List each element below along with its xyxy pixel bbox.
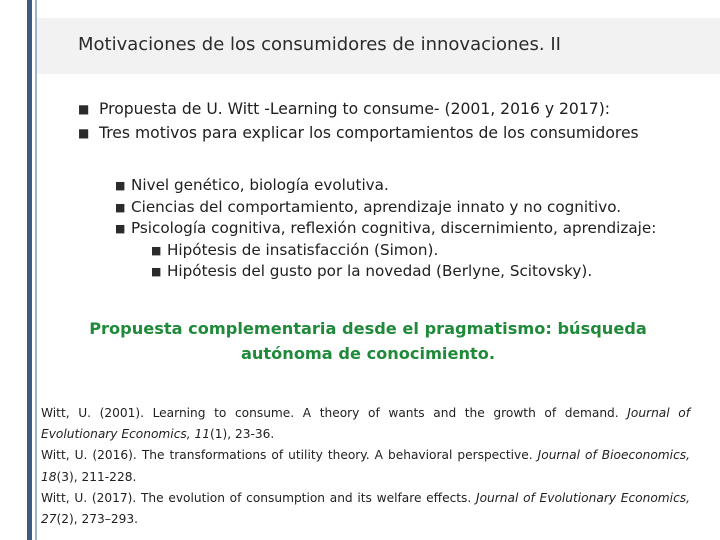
sub-bullet-item — [115, 175, 705, 197]
accent-bar — [27, 0, 32, 540]
reference-journal: Journal of Bioeconomics, 18 — [41, 448, 690, 484]
reference-issue: (1), 23-36. — [210, 427, 275, 442]
sub-bullet-item — [115, 197, 705, 219]
bullet-item — [78, 121, 708, 145]
square-bullet-icon: ■ — [115, 200, 126, 214]
reference-journal: Journal of Evolutionary Economics, 11 — [41, 406, 690, 442]
sub-bullet-text: Psicología cognitiva, reflexión cognitiva, discernimiento, aprendizaje: — [131, 219, 657, 237]
bullet-text: Propuesta de U. Witt -Learning to consume- (2001, 2016 y 2017): — [99, 100, 611, 118]
square-bullet-icon: ■ — [78, 102, 90, 116]
sub-sub-bullet-text: Hipótesis de insatisfacción (Simon). — [167, 240, 439, 259]
square-bullet-icon: ■ — [78, 126, 90, 140]
sub-sub-bullet-item — [115, 240, 705, 262]
proposal-statement — [80, 316, 656, 366]
reference-text: Witt, U. (2017). The evolution of consumption and its welfare effects. — [41, 490, 476, 505]
reference-issue: (3), 211-228. — [56, 469, 137, 484]
proposal-line: Propuesta complementaria desde el pragmatismo: búsqueda — [89, 319, 647, 338]
reference-text: Witt, U. (2001). Learning to consume. A theory of wants and the growth of demand. — [41, 406, 628, 420]
main-bullet-list — [78, 97, 708, 145]
sub-bullet-text: Nivel genético, biología evolutiva. — [131, 176, 389, 194]
bullet-item — [78, 97, 708, 121]
reference-text: Witt, U. (2016). The transformations of utility theory. A behavioral perspective. — [41, 448, 538, 463]
sub-bullet-item — [115, 218, 705, 240]
sub-sub-bullet-text: Hipótesis del gusto por la novedad (Berlyne, Scitovsky). — [167, 262, 593, 280]
bullet-text: Tres motivos para explicar los comportamientos de los consumidores — [99, 124, 639, 142]
square-bullet-icon: ■ — [151, 265, 162, 278]
sub-bullet-text: Ciencias del comportamiento, aprendizaje innato y no cognitivo. — [131, 197, 622, 216]
reference-item — [41, 403, 690, 445]
reference-journal: Journal of Evolutionary Economics, 27 — [41, 490, 690, 527]
square-bullet-icon: ■ — [115, 179, 126, 192]
accent-bar-thin — [35, 0, 37, 540]
sub-sub-bullet-item — [115, 261, 705, 283]
square-bullet-icon: ■ — [151, 243, 162, 257]
sub-bullet-list — [115, 175, 705, 283]
reference-item — [41, 445, 690, 487]
proposal-line: autónoma de conocimiento. — [240, 344, 495, 363]
slide-title: Motivaciones de los consumidores de innovaciones. II — [78, 34, 561, 55]
reference-item — [41, 488, 690, 530]
references — [41, 403, 690, 530]
reference-issue: (2), 273–293. — [56, 512, 139, 527]
square-bullet-icon: ■ — [115, 222, 126, 235]
